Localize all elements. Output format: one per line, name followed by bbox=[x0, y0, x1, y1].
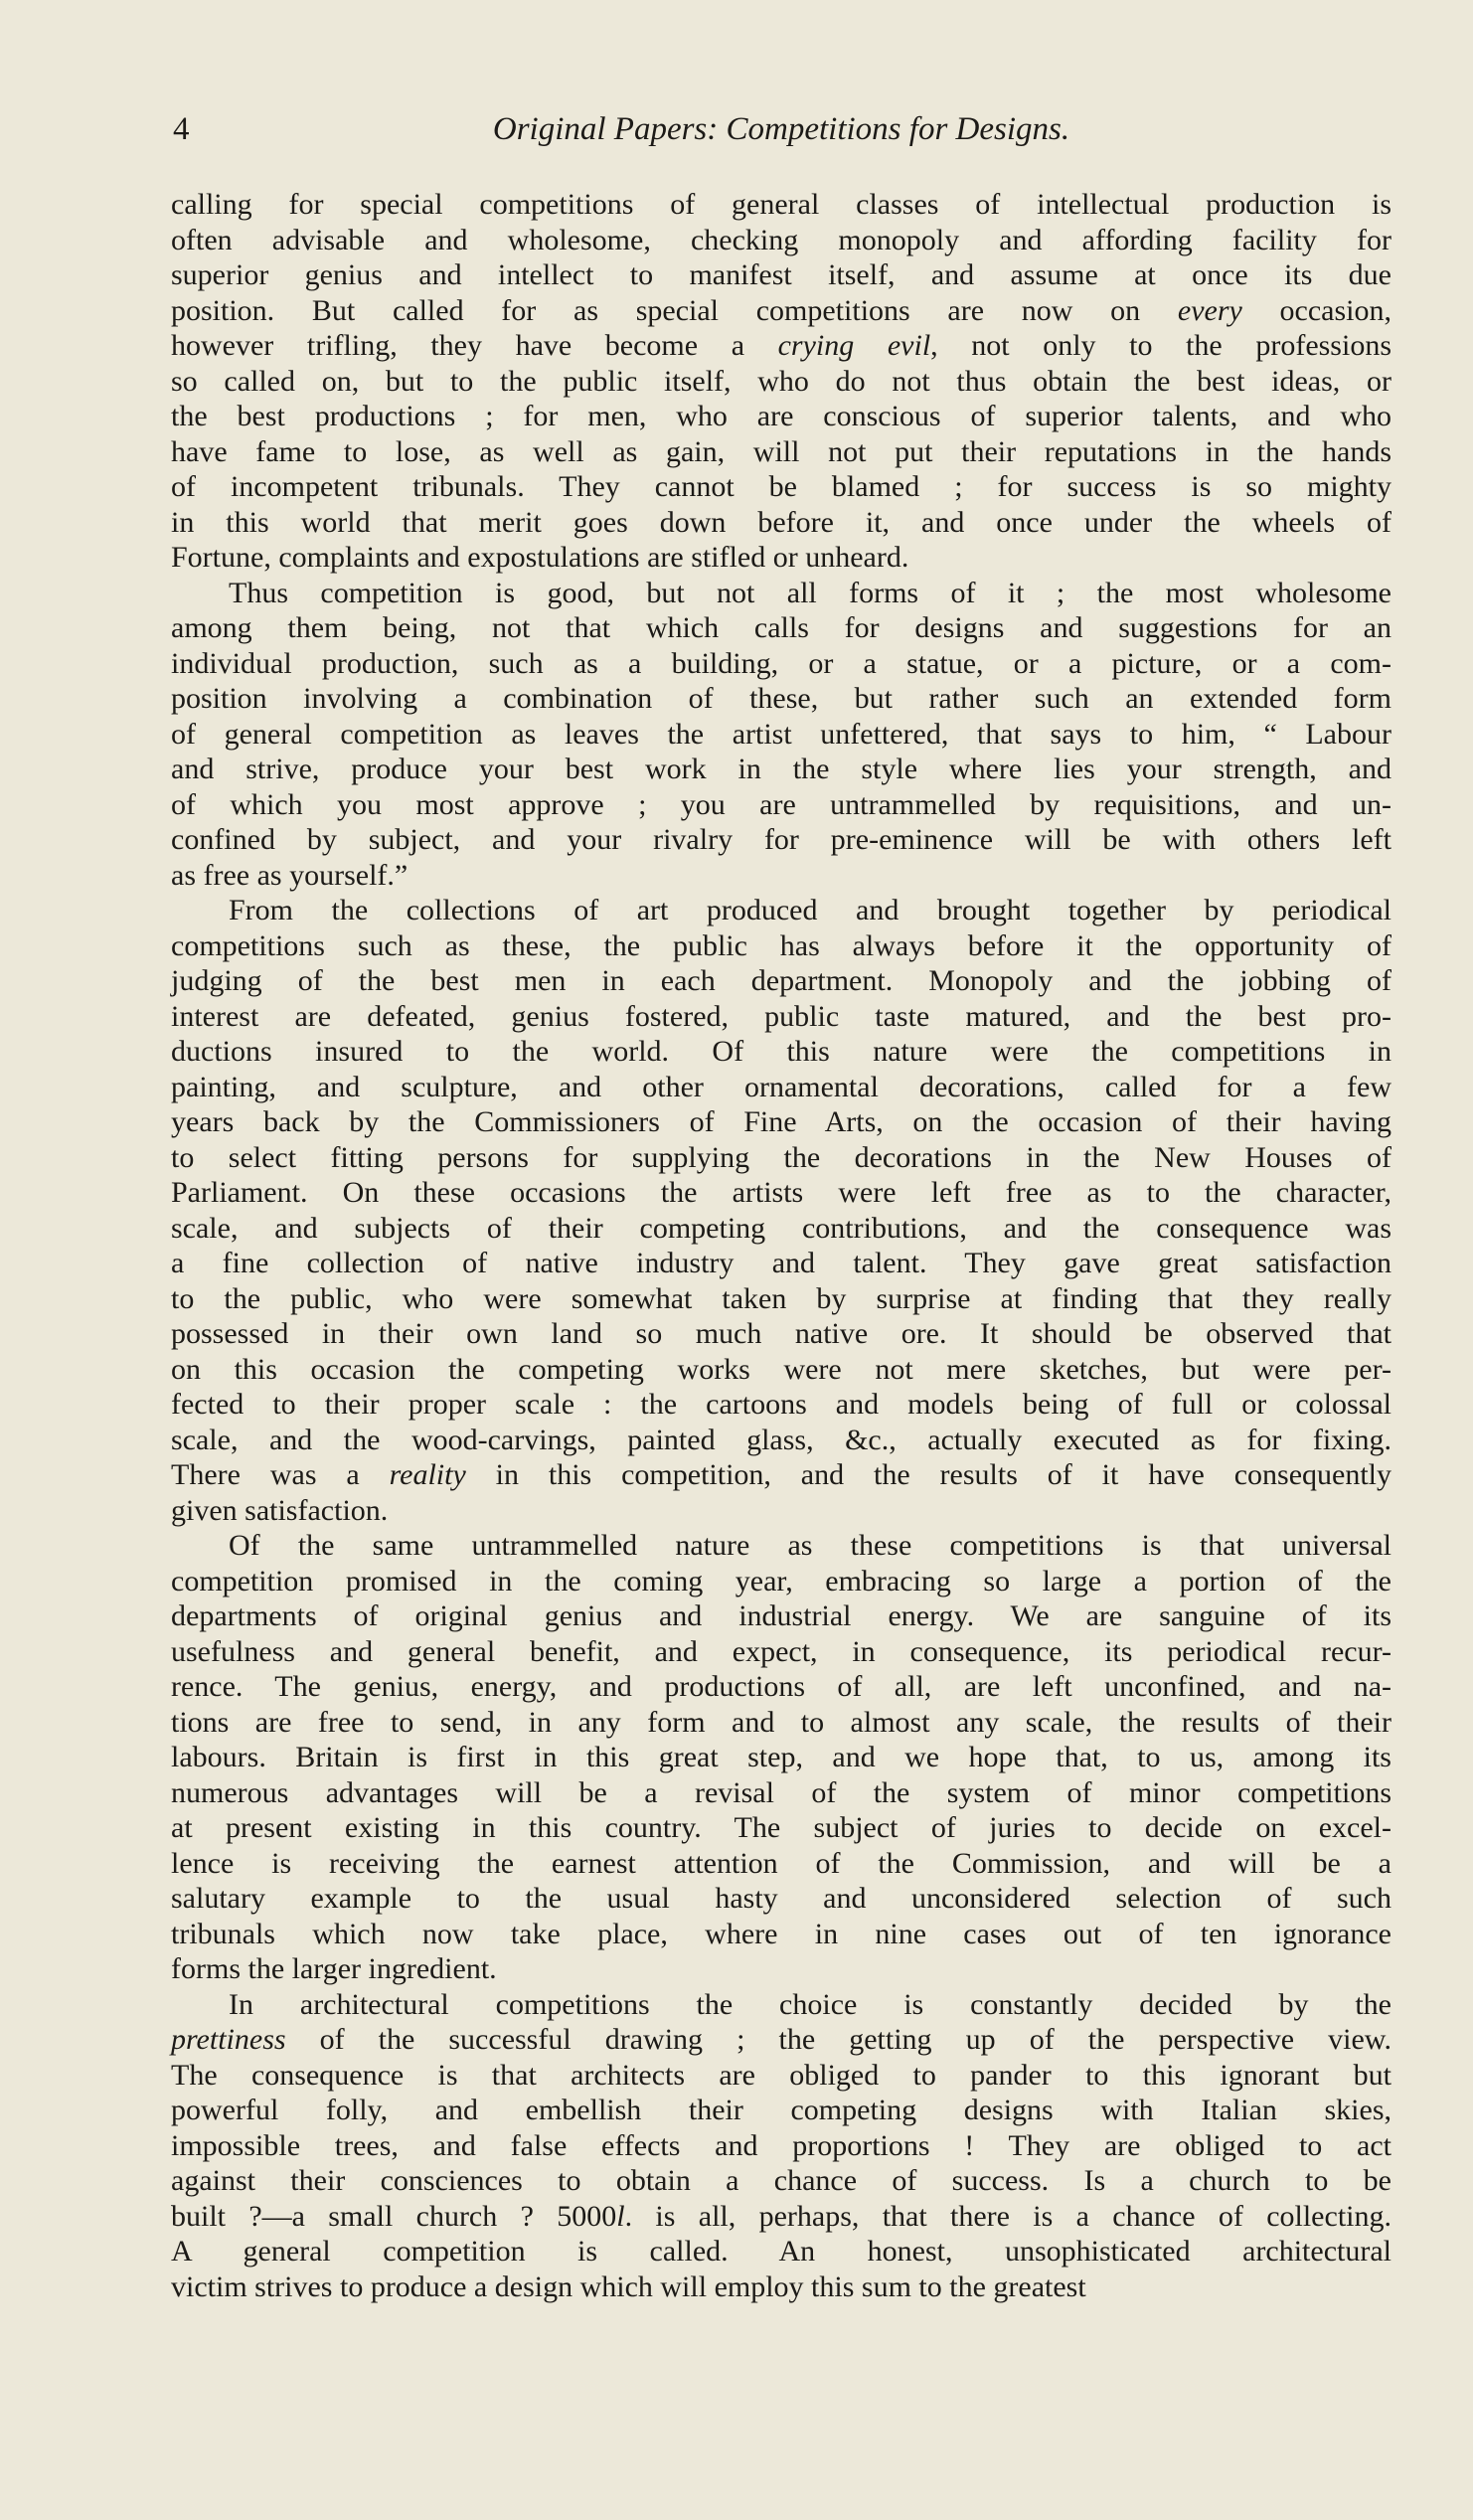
text-line: the best productions ; for men, who are conscious of superior talents, and who bbox=[171, 400, 1391, 432]
text-line: a fine collection of native industry and talent. They gave great satisfaction bbox=[171, 1247, 1391, 1279]
text-line: fected to their proper scale : the cartoons and models being of full or colossal bbox=[171, 1388, 1391, 1421]
text-line: competition promised in the coming year, embracing so large a portion of the bbox=[171, 1564, 1391, 1597]
text-line: at present existing in this country. The subject of juries to decide on excel- bbox=[171, 1811, 1391, 1844]
text-line: victim strives to produce a design which will employ this sum to the greatest bbox=[171, 2269, 1086, 2303]
text-line: prettiness of the successful drawing ; the getting up of the perspective view. bbox=[171, 2023, 1391, 2056]
text-line: scale, and the wood-carvings, painted glass, &c., actually executed as for fixing. bbox=[171, 1423, 1391, 1456]
text-line: labours. Britain is first in this great step, and we hope that, to us, among its bbox=[171, 1741, 1391, 1773]
paragraph bbox=[171, 576, 1391, 894]
page-number: 4 bbox=[173, 111, 190, 147]
text-line: From the collections of art produced and brought together by periodical bbox=[229, 894, 1391, 926]
text-line: possessed in their own land so much native ore. It should be observed that bbox=[171, 1317, 1391, 1350]
text-line: judging of the best men in each department. Monopoly and the jobbing of bbox=[171, 964, 1391, 997]
text-line: given satisfaction. bbox=[171, 1493, 389, 1527]
text-line: to select fitting persons for supplying the decorations in the New Houses of bbox=[171, 1140, 1391, 1174]
text-line: so called on, but to the public itself, who do not thus obtain the best ideas, or bbox=[171, 364, 1391, 398]
article-body bbox=[171, 187, 1391, 2304]
text-line: however trifling, they have become a crying evil, not only to the professions bbox=[171, 329, 1391, 362]
text-line: in this world that merit goes down before it, and once under the wheels of bbox=[171, 505, 1391, 539]
text-line: as free as yourself.” bbox=[171, 858, 409, 892]
text-line: departments of original genius and industrial energy. We are sanguine of its bbox=[171, 1599, 1391, 1632]
text-line: lence is receiving the earnest attention of the Commission, and will be a bbox=[171, 1846, 1391, 1880]
text-line: Of the same untrammelled nature as these competitions is that universal bbox=[229, 1529, 1391, 1562]
text-line: numerous advantages will be a revisal of the system of minor competitions bbox=[171, 1775, 1391, 1809]
text-line: position. But called for as special competitions are now on every occasion, bbox=[171, 293, 1391, 327]
text-line: often advisable and wholesome, checking monopoly and affording facility for bbox=[171, 223, 1391, 256]
paragraph bbox=[171, 1528, 1391, 1987]
text-line: Parliament. On these occasions the artists were left free as to the character, bbox=[171, 1176, 1391, 1209]
text-line: In architectural competitions the choice is constantly decided by the bbox=[229, 1987, 1391, 2021]
text-line: ductions insured to the world. Of this nature were the competitions in bbox=[171, 1035, 1391, 1068]
text-line: A general competition is called. An honest, unsophisticated architectural bbox=[171, 2235, 1391, 2268]
text-line: scale, and subjects of their competing contributions, and the consequence was bbox=[171, 1211, 1391, 1245]
text-line: position involving a combination of these, but rather such an extended form bbox=[171, 682, 1391, 715]
text-line: tions are free to send, in any form and to almost any scale, the results of their bbox=[171, 1705, 1391, 1739]
text-line: competitions such as these, the public has always before it the opportunity of bbox=[171, 928, 1391, 962]
text-line: powerful folly, and embellish their competing designs with Italian skies, bbox=[171, 2094, 1391, 2126]
text-line: usefulness and general benefit, and expect, in consequence, its periodical recur- bbox=[171, 1634, 1391, 1668]
text-line: against their consciences to obtain a chance of success. Is a church to be bbox=[171, 2164, 1391, 2197]
paragraph bbox=[171, 187, 1391, 576]
page-header bbox=[171, 111, 1391, 161]
paragraph bbox=[171, 1987, 1391, 2305]
text-line: among them being, not that which calls for designs and suggestions for an bbox=[171, 611, 1391, 644]
text-line: calling for special competitions of general classes of intellectual production is bbox=[171, 188, 1391, 221]
text-line: of general competition as leaves the artist unfettered, that says to him, “ Labour bbox=[171, 717, 1391, 751]
paragraph bbox=[171, 893, 1391, 1528]
text-line: built ?—a small church ? 5000l. is all, perhaps, that there is a chance of collecting. bbox=[171, 2199, 1391, 2233]
text-line: and strive, produce your best work in the style where lies your strength, and bbox=[171, 753, 1391, 785]
text-line: forms the larger ingredient. bbox=[171, 1952, 497, 1985]
text-line: There was a reality in this competition, and the results of it have consequently bbox=[171, 1458, 1391, 1491]
text-line: Thus competition is good, but not all forms of it ; the most wholesome bbox=[229, 576, 1391, 609]
text-line: individual production, such as a building, or a statue, or a picture, or a com- bbox=[171, 646, 1391, 680]
text-line: tribunals which now take place, where in nine cases out of ten ignorance bbox=[171, 1917, 1391, 1950]
text-line: of incompetent tribunals. They cannot be blamed ; for success is so mighty bbox=[171, 470, 1391, 503]
text-line: The consequence is that architects are obliged to pander to this ignorant but bbox=[171, 2058, 1391, 2092]
running-head: Original Papers: Competitions for Designs. bbox=[492, 111, 1070, 147]
text-line: of which you most approve ; you are untrammelled by requisitions, and un- bbox=[171, 787, 1391, 821]
text-line: years back by the Commissioners of Fine Arts, on the occasion of their having bbox=[171, 1105, 1391, 1138]
text-line: on this occasion the competing works were not mere sketches, but were per- bbox=[171, 1352, 1391, 1386]
text-line: to the public, who were somewhat taken by surprise at finding that they really bbox=[171, 1281, 1391, 1315]
text-line: confined by subject, and your rivalry for pre-eminence will be with others left bbox=[171, 823, 1391, 856]
text-line: Fortune, complaints and expostulations are stifled or unheard. bbox=[171, 541, 909, 574]
text-line: rence. The genius, energy, and productions of all, are left unconfined, and na- bbox=[171, 1670, 1391, 1703]
text-line: superior genius and intellect to manifest itself, and assume at once its due bbox=[171, 258, 1391, 291]
text-line: painting, and sculpture, and other ornamental decorations, called for a few bbox=[171, 1070, 1391, 1103]
text-line: salutary example to the usual hasty and unconsidered selection of such bbox=[171, 1882, 1391, 1915]
text-line: impossible trees, and false effects and proportions ! They are obliged to act bbox=[171, 2128, 1391, 2162]
text-line: interest are defeated, genius fostered, public taste matured, and the best pro- bbox=[171, 999, 1391, 1033]
text-line: have fame to lose, as well as gain, will not put their reputations in the hands bbox=[171, 434, 1391, 468]
